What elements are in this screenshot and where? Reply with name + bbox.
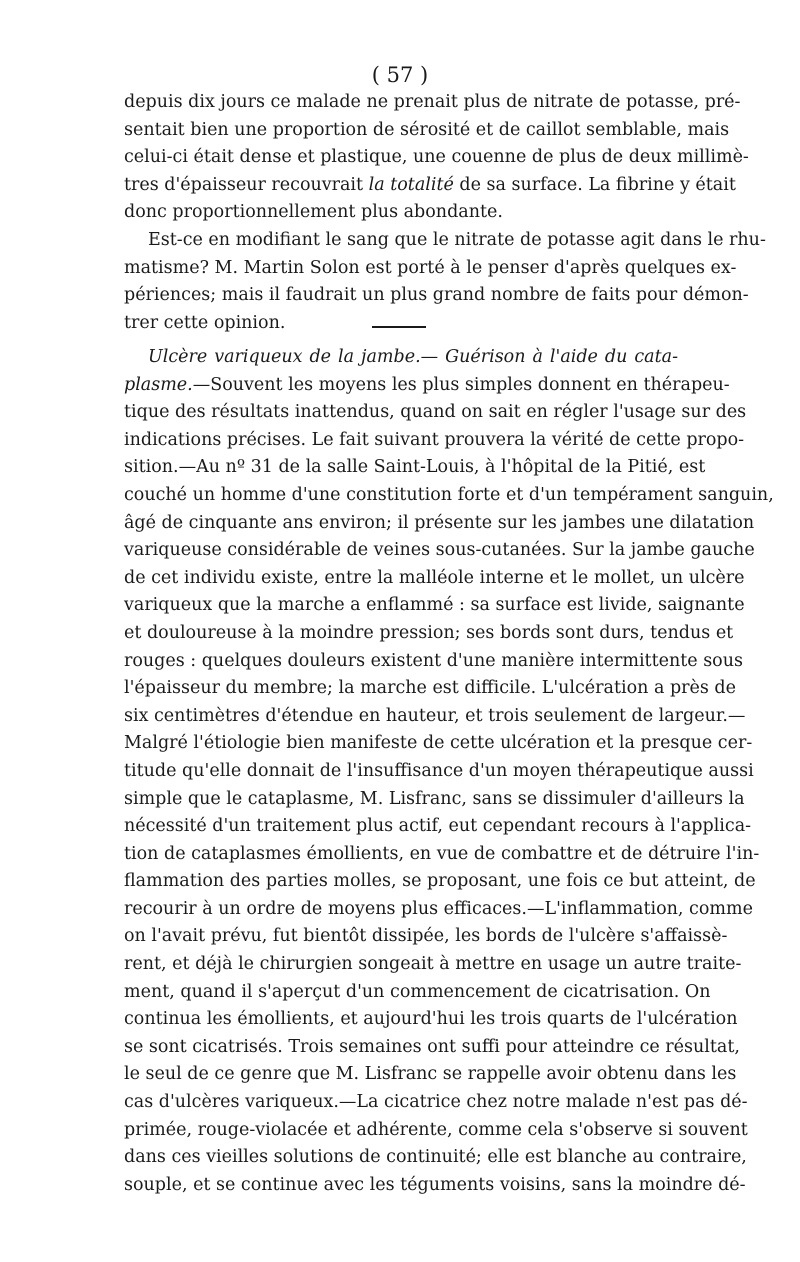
text-line: titude qu'elle donnait de l'insuffisance d'un moyen thérapeutique aussi bbox=[124, 760, 754, 781]
text-line: sentait bien une proportion de sérosité et de caillot semblable, mais bbox=[124, 119, 730, 140]
text-line: se sont cicatrisés. Trois semaines ont suffi pour atteindre ce résultat, bbox=[124, 1036, 740, 1057]
text-line: ment, quand il s'aperçut d'un commencement de cicatrisation. On bbox=[124, 981, 711, 1002]
text-line: depuis dix jours ce malade ne prenait plus de nitrate de potasse, pré- bbox=[124, 92, 741, 112]
text-line: Est-ce en modifiant le sang que le nitrate de potasse agit dans le rhu- bbox=[148, 229, 766, 250]
text-line: continua les émollients, et aujourd'hui les trois quarts de l'ulcération bbox=[124, 1009, 738, 1030]
emphasis-text: la totalité bbox=[368, 174, 454, 195]
text-line: donc proportionnellement plus abondante. bbox=[124, 202, 503, 223]
page-number: ( 57 ) bbox=[371, 63, 429, 87]
text-line: matisme? M. Martin Solon est porté à le penser d'après quelques ex- bbox=[124, 257, 737, 278]
text-line: cas d'ulcères variqueux.—La cicatrice chez notre malade n'est pas dé- bbox=[124, 1092, 748, 1113]
text-line: souple, et se continue avec les téguments voisins, sans la moindre dé- bbox=[124, 1174, 746, 1195]
text-line: rouges : quelques douleurs existent d'une manière intermittente sous bbox=[124, 650, 743, 671]
text-segment: tres d'épaisseur recouvrait bbox=[124, 174, 369, 195]
text-line: indications précises. Le fait suivant prouvera la vérité de cette propo- bbox=[124, 429, 745, 450]
text-line: six centimètres d'étendue en hauteur, et trois seulement de largeur.— bbox=[124, 705, 746, 726]
text-line: celui-ci était dense et plastique, une couenne de plus de deux millimè- bbox=[124, 147, 749, 168]
text-line: dans ces vieilles solutions de continuité; elle est blanche au contraire, bbox=[124, 1147, 747, 1168]
section-title-end: plasme. bbox=[124, 374, 193, 395]
text-line-with-title bbox=[124, 372, 730, 400]
text-line: couché un homme d'une constitution forte et d'un tempérament sanguin, bbox=[124, 484, 774, 505]
paragraph-block-1 bbox=[124, 89, 766, 337]
text-line: âgé de cinquante ans environ; il présente sur les jambes une dilatation bbox=[124, 512, 755, 533]
text-line: flammation des parties molles, se proposant, une fois ce but atteint, de bbox=[124, 871, 756, 892]
text-line: on l'avait prévu, fut bientôt dissipée, les bords de l'ulcère s'affaissè- bbox=[124, 926, 728, 947]
text-line-with-emphasis bbox=[124, 172, 736, 200]
text-line: variqueuse considérable de veines sous-cutanées. Sur la jambe gauche bbox=[124, 540, 755, 561]
paragraph-block-2 bbox=[124, 344, 774, 1199]
text-line: tion de cataplasmes émollients, en vue de combattre et de détruire l'in- bbox=[124, 843, 760, 864]
text-line: simple que le cataplasme, M. Lisfranc, sans se dissimuler d'ailleurs la bbox=[124, 788, 745, 809]
text-segment: —Souvent les moyens les plus simples donnent en thérapeu- bbox=[192, 374, 730, 395]
section-title: Ulcère variqueux de la jambe.— Guérison à l'aide du cata- bbox=[148, 347, 678, 367]
text-line: périences; mais il faudrait un plus grand nombre de faits pour démon- bbox=[124, 285, 749, 306]
text-line: trer cette opinion. bbox=[124, 312, 286, 333]
section-divider bbox=[372, 326, 426, 328]
text-line: rent, et déjà le chirurgien songeait à mettre en usage un autre traite- bbox=[124, 954, 742, 975]
text-segment: de sa surface. La fibrine y était bbox=[453, 174, 736, 195]
text-line: de cet individu existe, entre la malléole interne et le mollet, un ulcère bbox=[124, 567, 745, 588]
text-line: primée, rouge-violacée et adhérente, comme cela s'observe si souvent bbox=[124, 1119, 748, 1140]
text-line: le seul de ce genre que M. Lisfranc se rappelle avoir obtenu dans les bbox=[124, 1064, 737, 1085]
text-line: variqueux que la marche a enflammé : sa surface est livide, saignante bbox=[124, 595, 745, 616]
text-line: et douloureuse à la moindre pression; ses bords sont durs, tendus et bbox=[124, 622, 734, 643]
text-line: sition.—Au nº 31 de la salle Saint-Louis, à l'hôpital de la Pitié, est bbox=[124, 457, 706, 478]
text-line: l'épaisseur du membre; la marche est difficile. L'ulcération a près de bbox=[124, 678, 736, 699]
text-line: recourir à un ordre de moyens plus efficaces.—L'inflammation, comme bbox=[124, 898, 753, 919]
text-line: tique des résultats inattendus, quand on sait en régler l'usage sur des bbox=[124, 402, 747, 423]
text-line: nécessité d'un traitement plus actif, eut cependant recours à l'applica- bbox=[124, 816, 752, 837]
text-line: Malgré l'étiologie bien manifeste de cette ulcération et la presque cer- bbox=[124, 733, 753, 754]
